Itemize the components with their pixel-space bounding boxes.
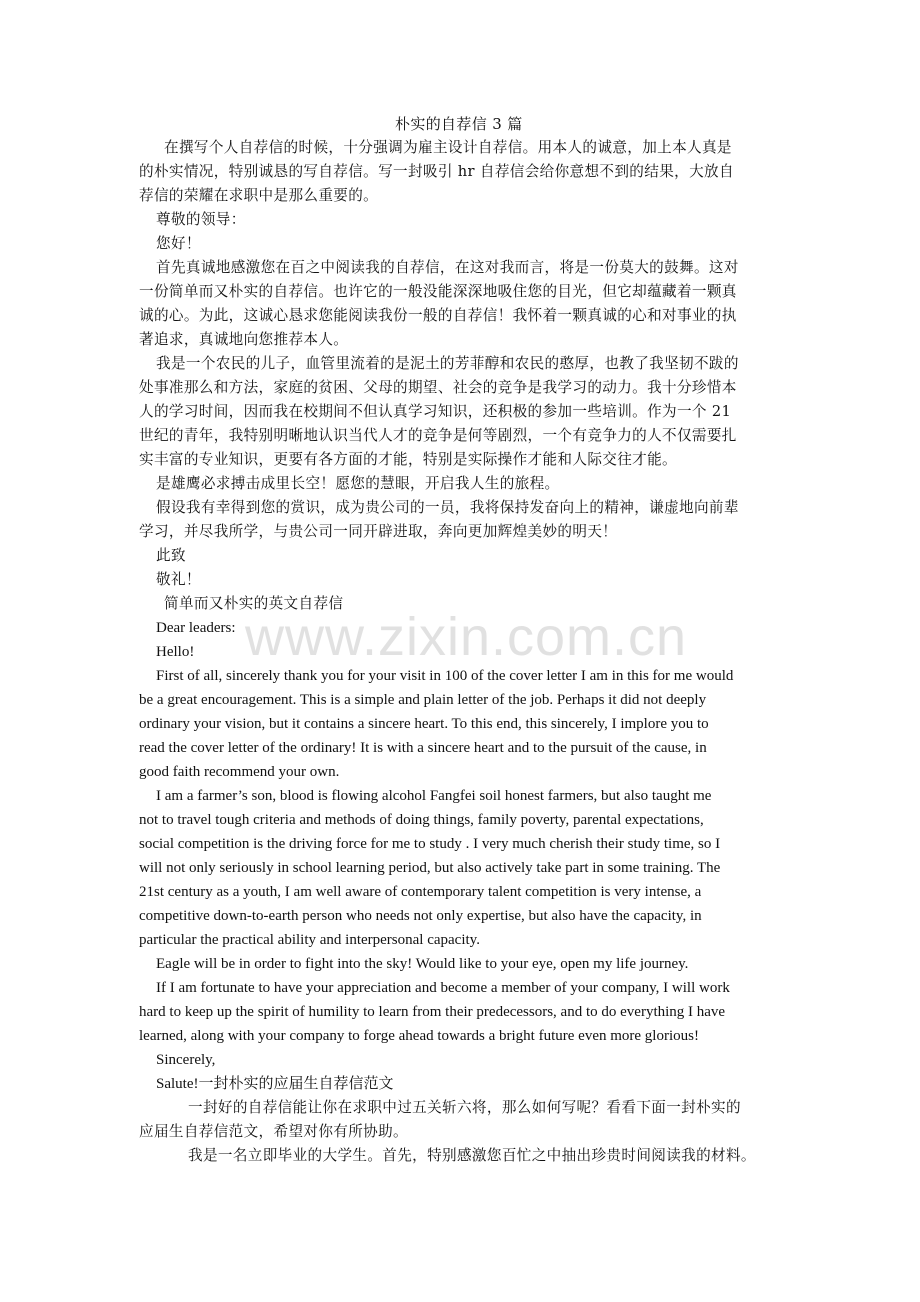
english-closing: Sincerely,	[156, 1052, 216, 1068]
body-line: 是雄鹰必求搏击成里长空！愿您的慧眼，开启我人生的旅程。	[156, 475, 560, 492]
english-body-line: will not only seriously in school learning period, but also actively take part in some training. The	[139, 860, 721, 876]
body-line: 实丰富的专业知识，更要有各方面的才能，特别是实际操作才能和人际交往才能。	[139, 451, 677, 468]
body-line: 人的学习时间，因而我在校期间不但认真学习知识，还积极的参加一些培训。作为一个 21	[139, 403, 732, 420]
body-line: 诚的心。为此，这诚心恳求您能阅读我份一般的自荐信！我怀着一颗真诚的心和对事业的执	[139, 307, 737, 324]
body-line: 假设我有幸得到您的赏识，成为贵公司的一员，我将保持发奋向上的精神，谦虚地向前辈	[156, 499, 739, 516]
english-body-line: social competition is the driving force for me to study . I very much cherish their study time, so I	[139, 836, 721, 852]
body-line: 我是一名立即毕业的大学生。首先，特别感激您百忙之中抽出珍贵时间阅读我的材料。	[188, 1147, 756, 1164]
english-body-line: read the cover letter of the ordinary! It is with a sincere heart and to the pursuit of the cause, in	[139, 740, 707, 756]
body-line: 处事准那么和方法，家庭的贫困、父母的期望、社会的竞争是我学习的动力。我十分珍惜本	[139, 379, 737, 396]
watermark: www.zixin.com.cn	[244, 607, 688, 667]
english-salutation: Dear leaders:	[156, 620, 236, 636]
section-heading: Salute!一封朴实的应届生自荐信范文	[156, 1076, 394, 1092]
body-line: 一封好的自荐信能让你在求职中过五关斩六将，那么如何写呢？看看下面一封朴实的	[188, 1099, 741, 1116]
body-line: 应届生自荐信范文，希望对你有所协助。	[139, 1123, 408, 1140]
english-body-line: First of all, sincerely thank you for your visit in 100 of the cover letter I am in this for me would	[156, 668, 734, 684]
body-line: 首先真诚地感激您在百之中阅读我的自荐信，在这对我而言，将是一份莫大的鼓舞。这对	[156, 259, 739, 276]
english-body-line: be a great encouragement. This is a simple and plain letter of the job. Perhaps it did not deeply	[139, 692, 707, 708]
body-line: 学习，并尽我所学，与贵公司一同开辟进取，奔向更加辉煌美妙的明天！	[139, 523, 618, 540]
closing: 此致	[156, 547, 186, 564]
english-greeting: Hello!	[156, 644, 195, 660]
greeting: 您好！	[156, 235, 201, 252]
english-body-line: Eagle will be in order to fight into the sky! Would like to your eye, open my life journey.	[156, 956, 689, 972]
intro-line: 的朴实情况，特别诚恳的写自荐信。写一封吸引 hr 自荐信会给你意想不到的结果，大放自	[139, 163, 734, 180]
english-body-line: good faith recommend your own.	[139, 764, 340, 780]
section-heading: 简单而又朴实的英文自荐信	[164, 595, 344, 612]
english-body-line: If I am fortunate to have your appreciation and become a member of your company, I will work	[156, 980, 730, 996]
body-line: 一份简单而又朴实的自荐信。也许它的一般没能深深地吸住您的目光，但它却蕴藏着一颗真	[139, 283, 737, 300]
english-body-line: 21st century as a youth, I am well aware of contemporary talent competition is very intense, a	[139, 884, 702, 900]
salutation: 尊敬的领导：	[156, 211, 246, 228]
english-body-line: learned, along with your company to forge ahead towards a bright future even more glorious!	[139, 1028, 699, 1044]
english-body-line: competitive down-to-earth person who needs not only expertise, but also have the capacity, in	[139, 908, 702, 924]
english-body-line: ordinary your vision, but it contains a sincere heart. To this end, this sincerely, I implore you to	[139, 716, 709, 732]
closing: 敬礼！	[156, 571, 201, 588]
english-body-line: not to travel tough criteria and methods of doing things, family poverty, parental expectations,	[139, 812, 704, 828]
intro-line: 荐信的荣耀在求职中是那么重要的。	[139, 187, 379, 204]
english-body-line: particular the practical ability and interpersonal capacity.	[139, 932, 480, 948]
english-body-line: I am a farmer’s son, blood is flowing alcohol Fangfei soil honest farmers, but also taught me	[156, 788, 712, 804]
document-title: 朴实的自荐信 3 篇	[395, 115, 523, 133]
body-line: 世纪的青年，我特别明晰地认识当代人才的竞争是何等剧烈，一个有竞争力的人不仅需要扎	[139, 427, 737, 444]
intro-line: 在撰写个人自荐信的时候，十分强调为雇主设计自荐信。用本人的诚意，加上本人真是	[164, 139, 732, 156]
english-body-line: hard to keep up the spirit of humility to learn from their predecessors, and to do everything I have	[139, 1004, 726, 1020]
body-line: 我是一个农民的儿子，血管里流着的是泥土的芳菲醇和农民的憨厚，也教了我坚韧不跋的	[156, 355, 739, 372]
body-line: 著追求，真诚地向您推荐本人。	[139, 331, 349, 348]
